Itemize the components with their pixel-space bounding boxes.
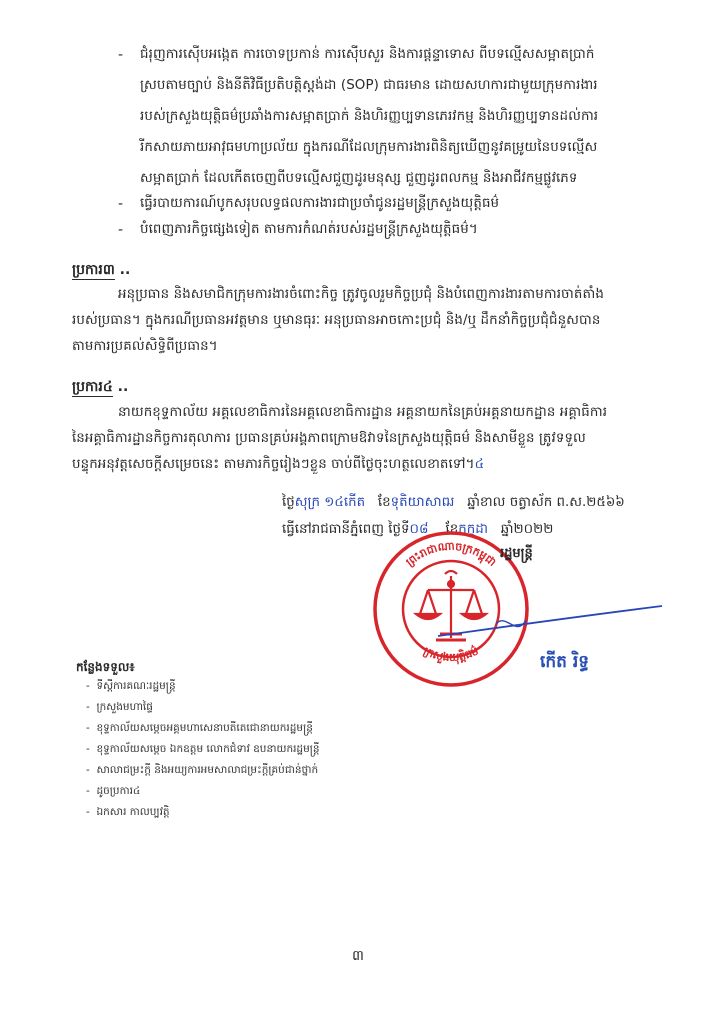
signer-title: រដ្ឋមន្ត្រី [500, 546, 533, 561]
bullet-dash: - [118, 222, 124, 238]
article-4-line-3-text: បន្ទុកអនុវត្តសេចក្តីសម្រេចនេះ តាមភារកិច្ចរៀងៗខ្លួន ចាប់ពីថ្ងៃចុះហត្ថលេខាតទៅ។ [72, 457, 475, 472]
article-4-heading-label: ប្រការ៤ [72, 379, 113, 395]
handwritten-mark: ៤ [474, 457, 485, 472]
bullet-1-line-2: ស្របតាមច្បាប់ និងនីតិវិធីប្រតិបត្តិស្តង់ដា (SOP) ជាធរមាន ដោយសហការជាមួយក្រុមការងារ [140, 78, 598, 93]
place-prefix: ធ្វើនៅរាជធានីភ្នំពេញ ថ្ងៃទី [282, 522, 410, 537]
article-3-line-3: តាមការប្រគល់សិទ្ធិពីប្រធាន។ [72, 339, 218, 354]
article-3-heading-label: ប្រការ៣ [72, 262, 115, 278]
article-3-line-2: របស់ប្រធាន។ ក្នុងករណីប្រធានអវត្តមាន ឬមានធុរៈ អនុប្រធានអាចកោះប្រជុំ និង/ឬ ដឹកនាំកិច្ចប្រជុំជំនួសបាន [72, 313, 601, 328]
article-4-heading [72, 377, 128, 398]
recipient-item: - សាលាជម្រះក្តី និងអយ្យការអមសាលាជម្រះក្តីគ្រប់ជាន់ថ្នាក់ [86, 764, 319, 776]
solar-day: ០៨ [409, 522, 429, 537]
lunar-month: ទុតិយាសាឍ [390, 495, 455, 510]
article-4-line-3 [72, 454, 484, 476]
article-3-heading [72, 260, 130, 281]
bullet-dash: - [118, 47, 124, 63]
article-4-line-2: នៃអគ្គាធិការដ្ឋានកិច្ចការតុលាការ ប្រធានគ្រប់អង្គភាពក្រោមឱវាទនៃក្រសួងយុត្តិធម៌ និងសាមីខ្លួន ត្រូវទទួល [72, 431, 586, 446]
lunar-day: សុក្រ ១៤កើត [294, 495, 366, 510]
lunar-month-prefix: ខែ [377, 495, 391, 510]
lunar-date-line [282, 493, 625, 513]
recipient-item: - ក្រសួងមហាផ្ទៃ [86, 701, 153, 713]
solar-month-prefix: ខែ [445, 522, 459, 537]
lunar-year: ឆ្នាំខាល ចត្វាស័ក ព.ស.២៥៦៦ [467, 495, 625, 510]
signature-stroke [436, 602, 666, 642]
article-3-heading-suffix: .. [114, 262, 131, 278]
signer-name: កើត រិទ្ធ [540, 652, 590, 672]
bullet-1-line-5: សម្អាតប្រាក់ ដែលកើតចេញពីបទល្មើសជួញដូរមនុស្ស ជួញដូរពលកម្ម និងអាជីវកម្មផ្លូវភេទ [140, 171, 578, 186]
solar-year: ឆ្នាំ២០២២ [500, 522, 554, 537]
bullet-1-line-4: រីកសាយភាយអាវុធមហាប្រល័យ ក្នុងករណីដែលក្រុមការងារពិនិត្យឃើញនូវគម្រូយនៃបទល្មើស [140, 140, 598, 155]
solar-month: កក្កដា [458, 522, 489, 537]
bullet-2-line-1: ធ្វើរបាយការណ៍បូកសរុបលទ្ធផលការងារជាប្រចាំជូនរដ្ឋមន្ត្រីក្រសួងយុត្តិធម៌ [140, 196, 500, 211]
article-3-line-1: អនុប្រធាន និងសមាជិកក្រុមការងារចំពោះកិច្ច ត្រូវចូលរួមកិច្ចប្រជុំ និងបំពេញការងារតាមការចាត់តាំង [118, 287, 604, 302]
seal-bottom-text: ក្រសួងយុត្តិធម៌ [421, 644, 481, 665]
recipients-heading: កន្លែងទទួល៖ [76, 660, 135, 674]
bullet-1-line-1: ជំរុញការស៊ើបអង្កេត ការចោទប្រកាន់ ការស៊ើបសួរ និងការផ្តន្ទាទោស ពីបទល្មើសសម្អាតប្រាក់ [140, 47, 595, 62]
recipient-item: - ខុទ្ទកាល័យសម្តេចអគ្គមហាសេនាបតីតេជោនាយករដ្ឋមន្ត្រី [86, 722, 313, 734]
bullet-dash: - [118, 196, 124, 212]
lunar-day-prefix: ថ្ងៃ [282, 495, 295, 510]
page-number: ៣ [352, 948, 364, 964]
recipient-item: - ខុទ្ទកាល័យសម្តេច ឯកឧត្តម លោកជំទាវ ឧបនាយករដ្ឋមន្ត្រី [86, 743, 320, 755]
recipient-item: - ទីស្តីការគណៈរដ្ឋមន្ត្រី [86, 680, 176, 692]
article-4-line-1: នាយកខុទ្ទកាល័យ អគ្គលេខាធិការនៃអគ្គលេខាធិការដ្ឋាន អគ្គនាយកនៃគ្រប់អគ្គនាយកដ្ឋាន អគ្គាធិការ [118, 405, 608, 420]
bullet-3-line-1: បំពេញភារកិច្ចផ្សេងទៀត តាមការកំណត់របស់រដ្ឋមន្ត្រីក្រសួងយុត្តិធម៌។ [140, 222, 478, 237]
article-4-heading-suffix: .. [112, 379, 129, 395]
seal-top-text: ព្រះរាជាណាចក្រកម្ពុជា [403, 539, 499, 569]
recipient-item: - ឯកសារ កាលប្បវត្តិ [86, 806, 170, 818]
bullet-1-line-3: របស់ក្រសួងយុត្តិធម៌ប្រឆាំងការសម្អាតប្រាក់ និងហិរញ្ញប្បទានភេរវកម្ម និងហិរញ្ញប្បទានដល់ការ [140, 109, 599, 124]
recipient-item: - ដូចប្រការ៤ [86, 785, 141, 797]
